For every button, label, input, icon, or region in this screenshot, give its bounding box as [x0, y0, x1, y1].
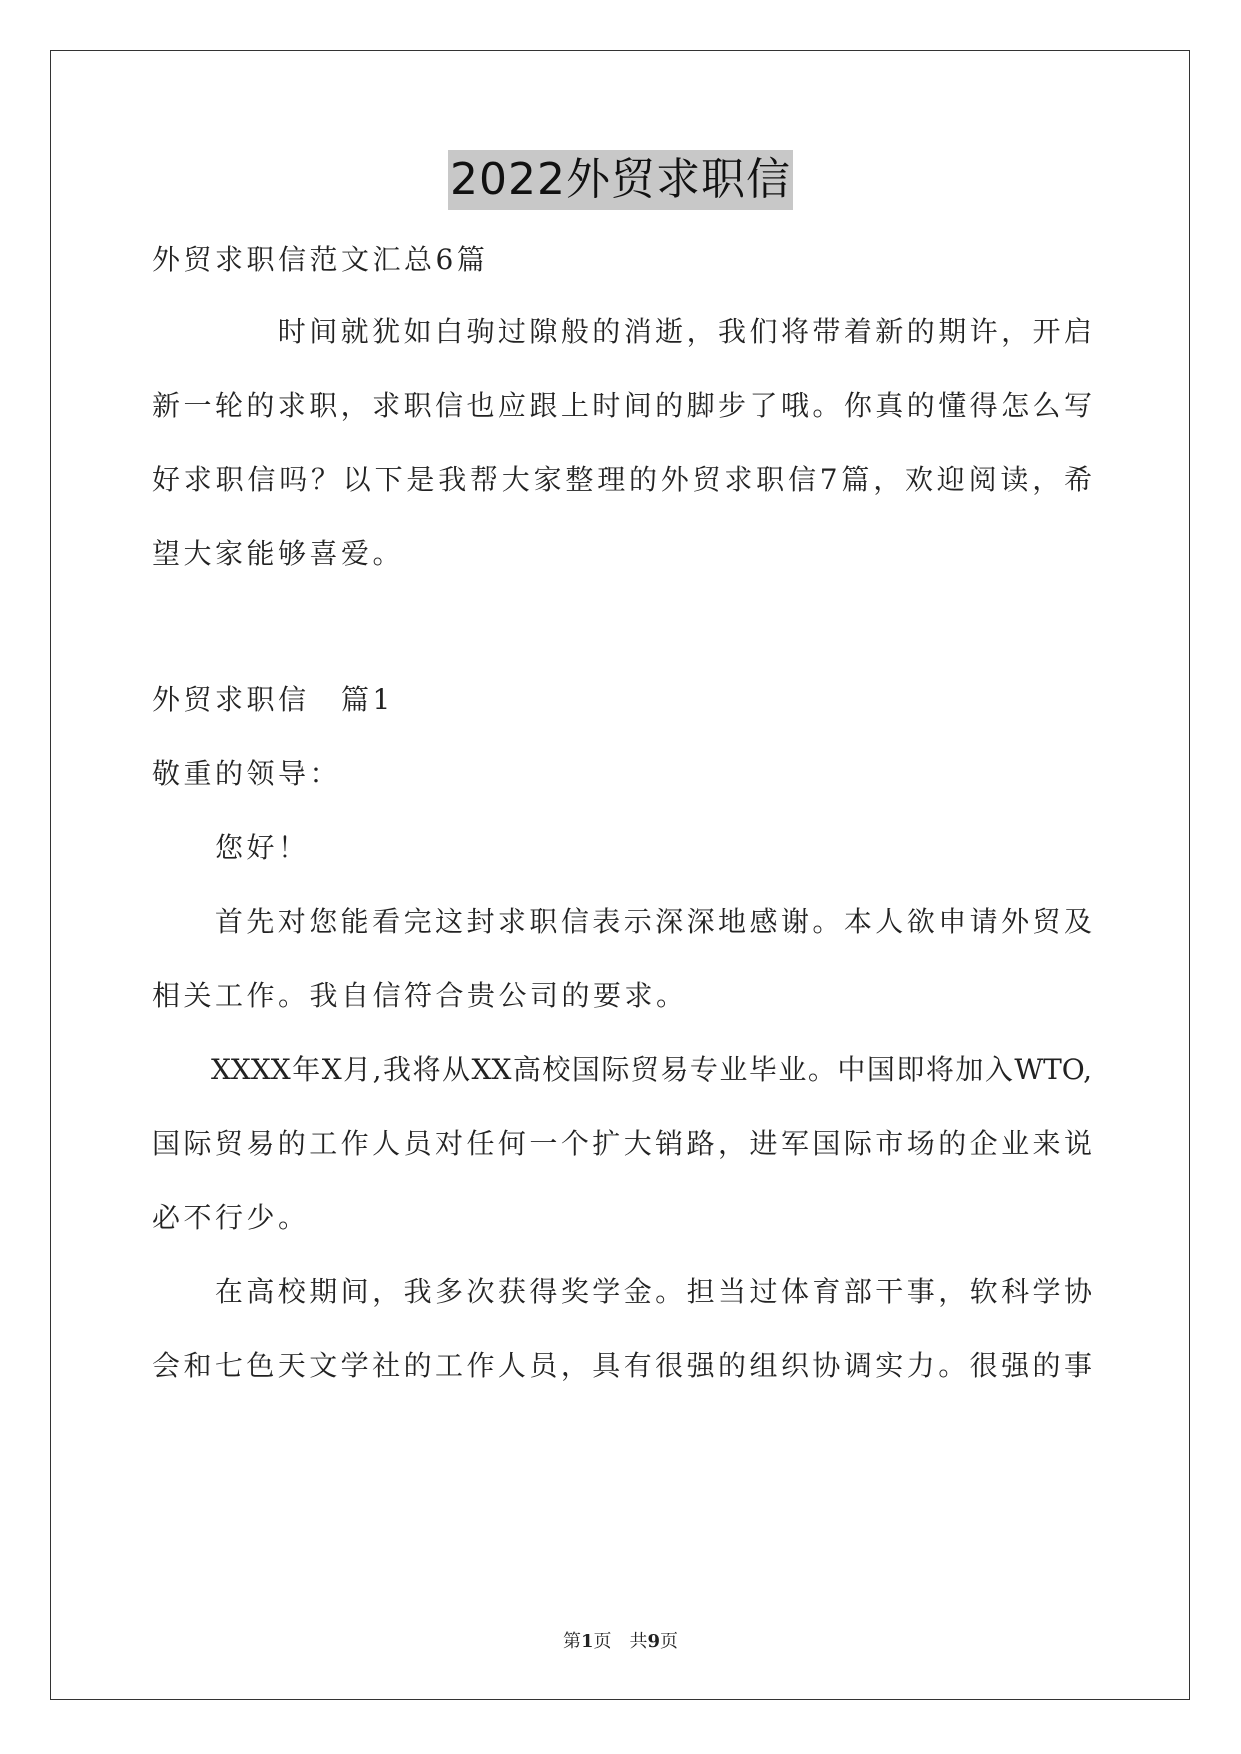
footer-page-suffix: 页 [660, 1631, 679, 1652]
body-line-1: 首先对您能看完这封求职信表示深深地感谢。本人欲申请外贸及 [152, 905, 1092, 938]
intro-line-1: 时间就犹如白驹过隙般的消逝，我们将带着新的期许，开启 [152, 315, 1092, 348]
body-line-5: 必不行少。 [152, 1201, 310, 1234]
footer-page-prefix: 第 [562, 1631, 581, 1652]
body-line-4: 国际贸易的工作人员对任何一个扩大销路，进军国际市场的企业来说 [152, 1127, 1092, 1160]
salutation: 敬重的领导： [152, 757, 342, 790]
footer-page-current: 1 [580, 1631, 594, 1652]
body-line-2: 相关工作。我自信符合贵公司的要求。 [152, 979, 688, 1012]
intro-line-3: 好求职信吗？以下是我帮大家整理的外贸求职信7篇，欢迎阅读，希 [152, 463, 1092, 496]
section-heading: 外贸求职信 篇1 [152, 683, 394, 716]
page-border [50, 50, 1190, 1700]
intro-line-4: 望大家能够喜爱。 [152, 537, 405, 570]
title-container [0, 150, 1241, 210]
body-line-3: XXXX年X月,我将从XX高校国际贸易专业毕业。中国即将加入WTO, [152, 1053, 1092, 1086]
subtitle: 外贸求职信范文汇总6篇 [152, 243, 489, 276]
body-line-6: 在高校期间，我多次获得奖学金。担当过体育部干事，软科学协 [152, 1275, 1092, 1308]
footer-page-mid: 页 共 [593, 1631, 648, 1652]
document-title: 2022外贸求职信 [448, 150, 793, 210]
intro-line-2: 新一轮的求职，求职信也应跟上时间的脚步了哦。你真的懂得怎么写 [152, 389, 1092, 422]
body-line-7: 会和七色天文学社的工作人员，具有很强的组织协调实力。很强的事 [152, 1349, 1092, 1382]
footer-page-total: 9 [647, 1631, 661, 1652]
greeting: 您好！ [152, 831, 310, 864]
page-footer [0, 1630, 1241, 1654]
